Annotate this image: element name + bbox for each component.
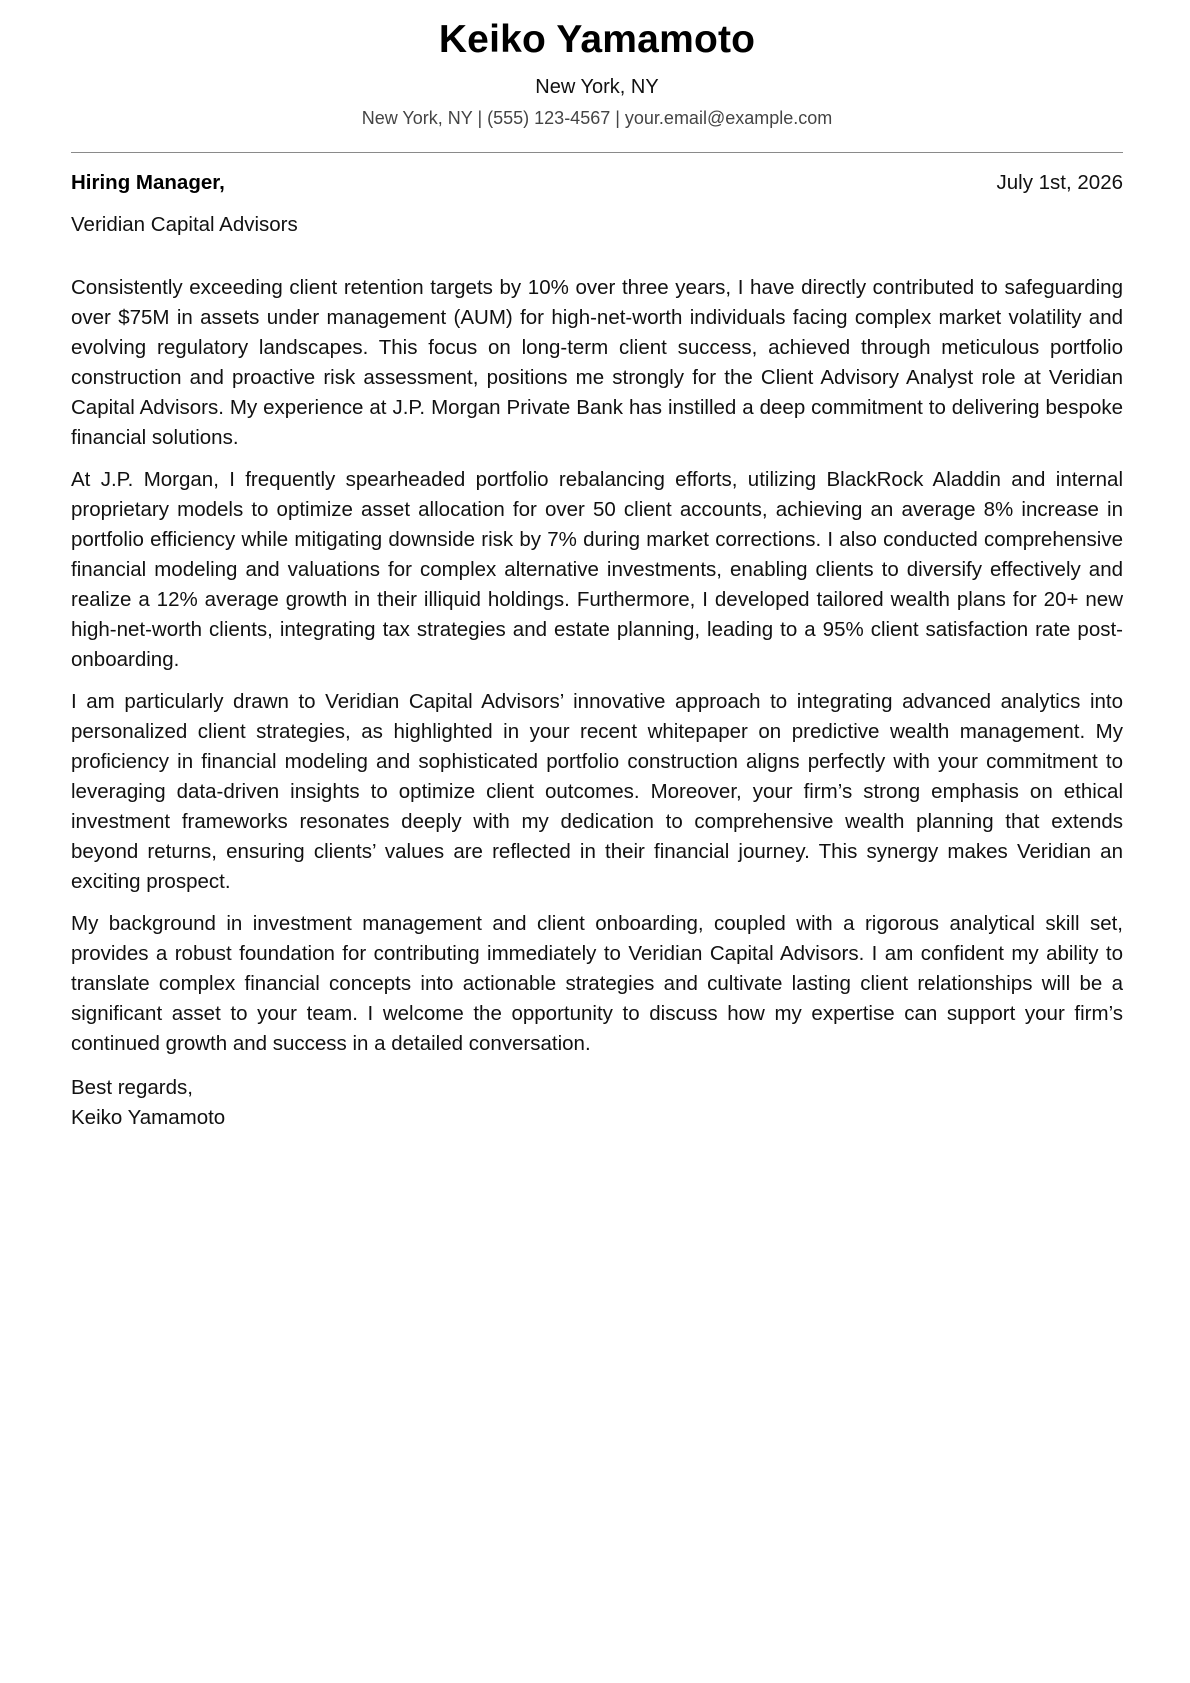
body-paragraph: At J.P. Morgan, I frequently spearheaded portfolio rebalancing efforts, utilizing BlackRock Aladdin and internal proprietary models to optimize asset allocation for over 50 client accounts, achieving an average 8% increase in portfolio efficiency while mitigating downside risk by 7% during market corrections. I also conducted comprehensive financial modeling and valuations for complex alternative investments, enabling clients to diversify effectively and realize a 12% average growth in their illiquid holdings. Furthermore, I developed tailored wealth plans for 20+ new high-net-worth clients, integrating tax strategies and estate planning, leading to a 95% client satisfaction rate post-onboarding. xyxy=(71,468,1123,671)
closing-phrase: Best regards, xyxy=(71,1076,193,1099)
body-paragraph: Consistently exceeding client retention targets by 10% over three years, I have directly contributed to safeguarding over $75M in assets under management (AUM) for high-net-worth individuals facing complex market volatility and evolving regulatory landscapes. This focus on long-term client success, achieved through meticulous portfolio construction and proactive risk assessment, positions me strongly for the Client Advisory Analyst role at Veridian Capital Advisors. My experience at J.P. Morgan Private Bank has instilled a deep commitment to delivering bespoke financial solutions. xyxy=(71,276,1123,449)
body-paragraph: My background in investment management and client onboarding, coupled with a rigorous analytical skill set, provides a robust foundation for contributing immediately to Veridian Capital Advisors. I am confident my ability to translate complex financial concepts into actionable strategies and cultivate lasting client relationships will be a significant asset to your team. I welcome the opportunity to discuss how my expertise can support your firm’s continued growth and success in a detailed conversation. xyxy=(71,912,1123,1055)
recipient-date-row xyxy=(71,169,1123,197)
letter-body xyxy=(71,273,1123,1059)
cover-letter-page xyxy=(71,0,1123,1133)
letter-date: July 1st, 2026 xyxy=(996,171,1123,194)
sender-name: Keiko Yamamoto xyxy=(438,18,756,61)
recipient-salutation: Hiring Manager, xyxy=(71,171,225,194)
letter-closing-block xyxy=(71,1073,1123,1133)
letter-header xyxy=(71,0,1123,130)
recipient-company: Veridian Capital Advisors xyxy=(71,213,298,236)
signature-name: Keiko Yamamoto xyxy=(71,1106,226,1129)
body-paragraph: I am particularly drawn to Veridian Capital Advisors’ innovative approach to integrating advanced analytics into personalized client strategies, as highlighted in your recent whitepaper on predictive wealth management. My proficiency in financial modeling and sophisticated portfolio construction aligns perfectly with your commitment to leveraging data-driven insights to optimize client outcomes. Moreover, your firm’s strong emphasis on ethical investment frameworks resonates deeply with my dedication to comprehensive wealth planning that extends beyond returns, ensuring clients’ values are reflected in their financial journey. This synergy makes Veridian an exciting prospect. xyxy=(71,690,1123,893)
sender-contact-line: New York, NY | (555) 123-4567 | your.email@example.com xyxy=(361,108,833,128)
header-divider xyxy=(71,152,1123,153)
sender-location: New York, NY xyxy=(535,76,659,98)
